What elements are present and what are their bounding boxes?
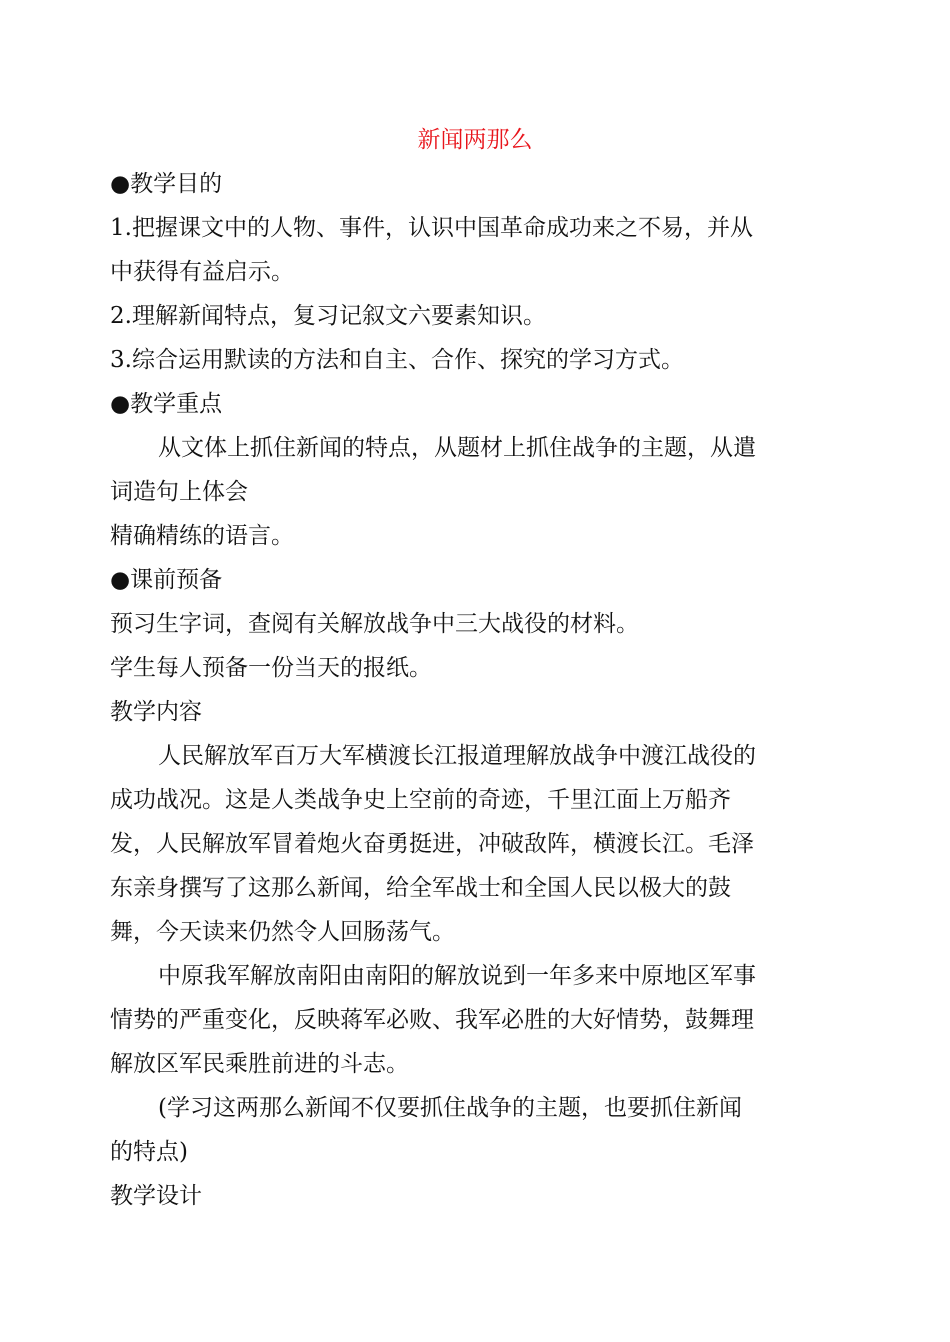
- content-paragraph-1-line: 发，人民解放军冒着炮火奋勇挺进，冲破敌阵，横渡长江。毛泽: [110, 831, 754, 857]
- key-points-line-cont: 词造句上体会: [110, 479, 248, 505]
- document-title: 新闻两那么: [417, 127, 533, 153]
- content-paragraph-3-line: 的特点): [110, 1139, 188, 1165]
- section-heading-key-points: ●教学重点: [110, 391, 223, 417]
- content-paragraph-1-line: 东亲身撰写了这那么新闻，给全军战士和全国人民以极大的鼓: [110, 875, 731, 901]
- preparation-line-1: 预习生字词，查阅有关解放战争中三大战役的材料。: [110, 611, 639, 637]
- content-paragraph-2-line: 中原我军解放南阳由南阳的解放说到一年多来中原地区军事: [158, 963, 756, 989]
- content-paragraph-1-line: 成功战况。这是人类战争史上空前的奇迹，千里江面上万船齐: [110, 787, 731, 813]
- preparation-line-2: 学生每人预备一份当天的报纸。: [110, 655, 432, 681]
- content-paragraph-1-line: 人民解放军百万大军横渡长江报道理解放战争中渡江战役的: [158, 743, 756, 769]
- section-heading-objectives: ●教学目的: [110, 171, 223, 197]
- objective-1-line-cont: 中获得有益启示。: [110, 259, 294, 285]
- content-paragraph-2-line: 解放区军民乘胜前进的斗志。: [110, 1051, 409, 1077]
- document-body: [110, 162, 832, 1218]
- objective-3-line: 3.综合运用默读的方法和自主、合作、探究的学习方式。: [110, 347, 684, 373]
- content-paragraph-1-line: 舞，今天读来仍然令人回肠荡气。: [110, 919, 455, 945]
- content-paragraph-3-line: (学习这两那么新闻不仅要抓住战争的主题，也要抓住新闻: [158, 1095, 742, 1121]
- key-points-line: 从文体上抓住新闻的特点，从题材上抓住战争的主题，从遣: [158, 435, 756, 461]
- objective-2-line: 2.理解新闻特点，复习记叙文六要素知识。: [110, 303, 546, 329]
- content-paragraph-2-line: 情势的严重变化，反映蒋军必败、我军必胜的大好情势，鼓舞理: [110, 1007, 754, 1033]
- objective-1-line: 1.把握课文中的人物、事件，认识中国革命成功来之不易，并从: [110, 215, 753, 241]
- key-points-line-end: 精确精练的语言。: [110, 523, 294, 549]
- section-heading-design: 教学设计: [110, 1183, 202, 1209]
- document-page: [110, 118, 832, 1218]
- section-heading-content: 教学内容: [110, 699, 202, 725]
- section-heading-preparation: ●课前预备: [110, 567, 223, 593]
